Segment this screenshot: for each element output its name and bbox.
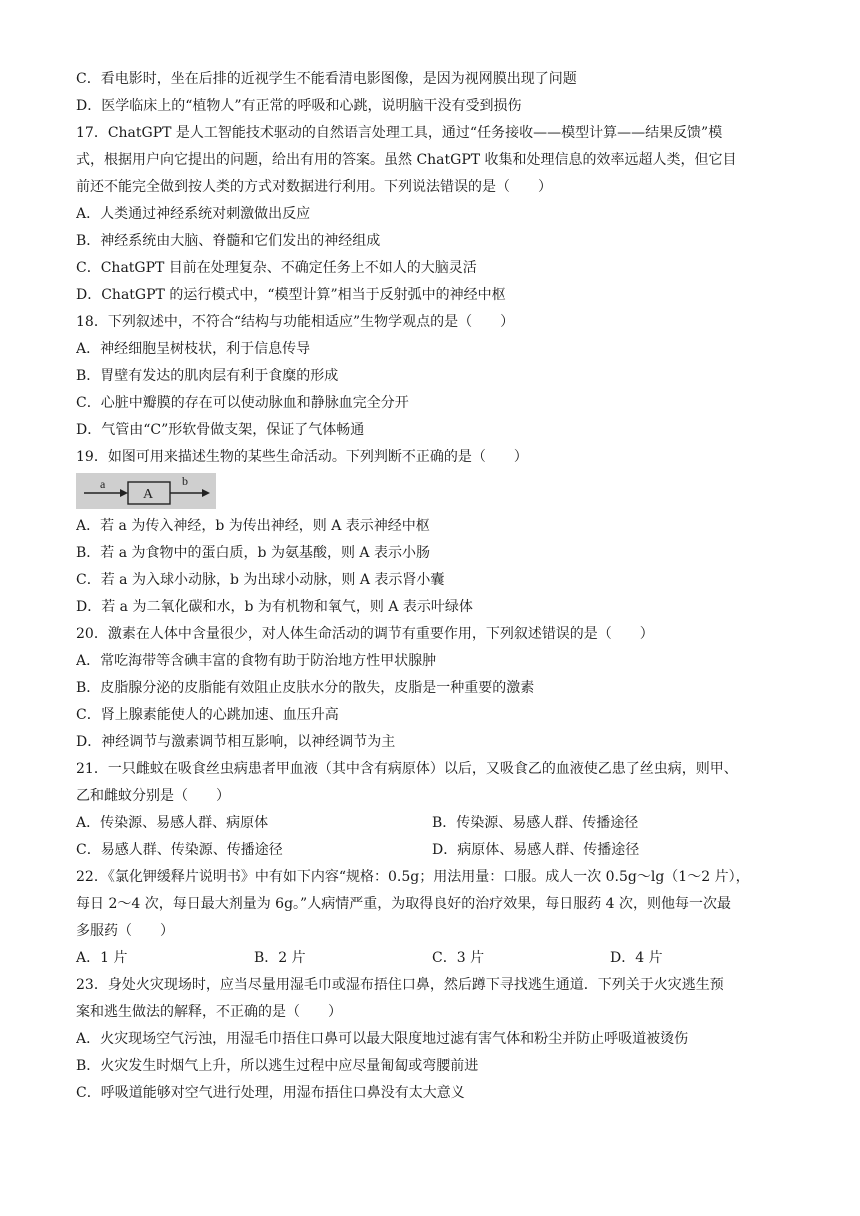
q18-option-b: B．胃壁有发达的肌肉层有利于食糜的形成 bbox=[76, 368, 339, 384]
q22-stem-line-1: 22．《氯化钾缓释片说明书》中有如下内容“规格：0.5g；用法用量：口服。成人一次 0.5g～lg（1～2 片）， bbox=[76, 869, 750, 885]
q22-options-row bbox=[76, 945, 788, 972]
q23-stem-line-2: 案和逃生做法的解释，不正确的是（ ） bbox=[76, 1004, 342, 1020]
q22-stem-line-3: 多服药（ ） bbox=[76, 923, 174, 939]
q22-option-d: D．4 片 bbox=[610, 950, 663, 966]
q21-stem-line-1: 21．一只雌蚊在吸食丝虫病患者甲血液（其中含有病原体）以后，又吸食乙的血液使乙患了丝虫病，则甲、 bbox=[76, 761, 738, 777]
q17-stem-line-1: 17．ChatGPT 是人工智能技术驱动的自然语言处理工具，通过“任务接收——模型计算——结果反馈”模 bbox=[76, 125, 723, 141]
q22-option-c: C．3 片 bbox=[432, 950, 485, 966]
q21-option-d: D．病原体、易感人群、传播途径 bbox=[432, 842, 640, 858]
q17-stem-line-2: 式，根据用户向它提出的问题，给出有用的答案。虽然 ChatGPT 收集和处理信息的效率远超人类，但它目 bbox=[76, 152, 737, 168]
q19-diagram-svg bbox=[76, 473, 216, 509]
q16-option-c: C．看电影时，坐在后排的近视学生不能看清电影图像，是因为视网膜出现了问题 bbox=[76, 71, 577, 87]
q18-option-c: C．心脏中瓣膜的存在可以使动脉血和静脉血完全分开 bbox=[76, 395, 409, 411]
q19-option-c: C．若 a 为入球小动脉，b 为出球小动脉，则 A 表示肾小囊 bbox=[76, 572, 445, 588]
q22-stem-line-2: 每日 2～4 次，每日最大剂量为 6g。”人病情严重，为取得良好的治疗效果，每日服药 4 次，则他每一次最 bbox=[76, 896, 731, 912]
process-box-label: A bbox=[143, 487, 154, 502]
q18-option-a: A．神经细胞呈树枝状，利于信息传导 bbox=[76, 341, 311, 357]
q23-option-b: B．火灾发生时烟气上升，所以逃生过程中应尽量匍匐或弯腰前进 bbox=[76, 1058, 479, 1074]
q20-option-b: B．皮脂腺分泌的皮脂能有效阻止皮肤水分的散失，皮脂是一种重要的激素 bbox=[76, 680, 535, 696]
q23-option-a: A．火灾现场空气污浊，用湿毛巾捂住口鼻可以最大限度地过滤有害气体和粉尘并防止呼吸道被烫伤 bbox=[76, 1031, 689, 1047]
q22-option-b: B．2 片 bbox=[254, 950, 306, 966]
q19-option-b: B．若 a 为食物中的蛋白质，b 为氨基酸，则 A 表示小肠 bbox=[76, 545, 430, 561]
q17-option-b: B．神经系统由大脑、脊髓和它们发出的神经组成 bbox=[76, 233, 381, 249]
q19-option-a: A．若 a 为传入神经，b 为传出神经，则 A 表示神经中枢 bbox=[76, 518, 430, 534]
output-label: b bbox=[182, 474, 188, 488]
q21-stem-line-2: 乙和雌蚊分别是（ ） bbox=[76, 788, 230, 804]
q18-stem: 18．下列叙述中，不符合“结构与功能相适应”生物学观点的是（ ） bbox=[76, 314, 515, 330]
q22-option-a: A．1 片 bbox=[76, 950, 128, 966]
q18-option-d: D．气管由“C”形软骨做支架，保证了气体畅通 bbox=[76, 422, 365, 438]
q17-option-d: D．ChatGPT 的运行模式中，“模型计算”相当于反射弧中的神经中枢 bbox=[76, 287, 506, 303]
q16-option-d: D．医学临床上的“植物人”有正常的呼吸和心跳，说明脑干没有受到损伤 bbox=[76, 98, 522, 114]
q20-option-c: C．肾上腺素能使人的心跳加速、血压升高 bbox=[76, 707, 339, 723]
q19-flow-diagram bbox=[76, 473, 788, 509]
q23-stem-line-1: 23．身处火灾现场时，应当尽量用湿毛巾或湿布捂住口鼻，然后蹲下寻找逃生通道．下列关于火灾逃生预 bbox=[76, 977, 724, 993]
input-label: a bbox=[100, 477, 106, 491]
exam-page bbox=[76, 66, 788, 1107]
q17-option-a: A．人类通过神经系统对刺激做出反应 bbox=[76, 206, 311, 222]
q21-option-b: B．传染源、易感人群、传播途径 bbox=[432, 815, 639, 831]
q23-option-c: C．呼吸道能够对空气进行处理，用湿布捂住口鼻没有太大意义 bbox=[76, 1085, 465, 1101]
q19-option-d: D．若 a 为二氧化碳和水，b 为有机物和氧气，则 A 表示叶绿体 bbox=[76, 599, 473, 615]
q17-stem-line-3: 前还不能完全做到按人类的方式对数据进行利用。下列说法错误的是（ ） bbox=[76, 179, 552, 195]
q17-option-c: C．ChatGPT 目前在处理复杂、不确定任务上不如人的大脑灵活 bbox=[76, 260, 477, 276]
q20-option-d: D．神经调节与激素调节相互影响，以神经调节为主 bbox=[76, 734, 396, 750]
q21-option-a: A．传染源、易感人群、病原体 bbox=[76, 815, 269, 831]
q21-options-row-2 bbox=[76, 837, 788, 864]
q21-option-c: C．易感人群、传染源、传播途径 bbox=[76, 842, 283, 858]
q20-stem: 20．激素在人体中含量很少，对人体生命活动的调节有重要作用，下列叙述错误的是（ ） bbox=[76, 626, 654, 642]
q20-option-a: A．常吃海带等含碘丰富的食物有助于防治地方性甲状腺肿 bbox=[76, 653, 437, 669]
q19-stem: 19．如图可用来描述生物的某些生命活动。下列判断不正确的是（ ） bbox=[76, 449, 528, 465]
q21-options-row-1 bbox=[76, 810, 788, 837]
